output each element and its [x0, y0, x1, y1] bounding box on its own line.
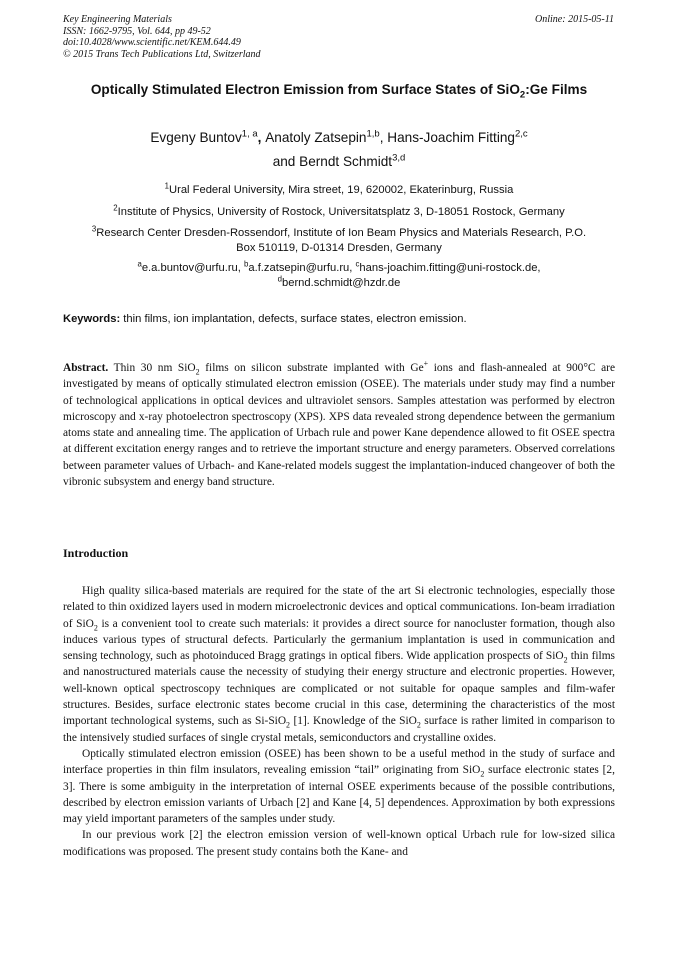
keywords-text: thin films, ion implantation, defects, surface states, electron emission.: [120, 313, 467, 325]
affiliation-3: $^3$Research Center Dresden-Rossendorf, Institute of Ion Beam Physics and Materials Research, P.O. Box 510119, D-01314 Dresden, Germany: [91, 224, 587, 254]
paragraph: High quality silica-based materials are required for the state of the art Si electronic technologies, especially those related to thin oxidized layers used in modern microelectronic devices and optical communications. Ion-beam irradiation of SiO$_2$ is a convenient tool to create such materials: it provides a direct source for nanocluster formation, though also induces various types of structural defects. Particularly the germanium implantation is used in communication and sensing technology, such as photoinduced Bragg gratings in optical fibers. Wide application prospects of SiO$_2$ thin films and nanostructured materials cause the necessity of studying their energy structure and electronic properties. However, well-known optical spectroscopy techniques are complicated or not suitable for opaque samples and film-wafer structures. Besides, surface electronic states become crucial in this case, determining the characteristics of the most important technological systems, such as Si-SiO$_2$ [1]. Knowledge of the SiO$_2$ surface is rather limited in comparison to the intensively studied surfaces of single crystal metals, semiconductors and crystalline oxides.: [63, 585, 616, 744]
introduction-body: [63, 583, 615, 860]
journal-name: Key Engineering Materials: [63, 14, 172, 25]
author-name: Anatoly Zatsepin: [265, 130, 367, 145]
online-date: Online: 2015-05-11: [535, 14, 614, 25]
issn-line: ISSN: 1662-9795, Vol. 644, pp 49-52: [63, 25, 211, 37]
paragraph: Optically stimulated electron emission (OSEE) has been shown to be a useful method in the study of surface and interface properties in thin film insulators, revealing emission “tail” originating from SiO$_2$ surface electronic states [2, 3]. There is some ambiguity in the interpretation of internal OSEE experiments because of the possible contributions, described by electron emission variants of Urbach [2] and Kane [4, 5] dependences. Approximation by both expressions may yield important parameters of the samples under study.: [63, 747, 615, 826]
journal-header: [63, 14, 261, 60]
affiliation-2: $^2$Institute of Physics, University of Rostock, Universitatsplatz 3, D-18051 Rostock, Germany: [113, 203, 565, 218]
doi-line: doi:10.4028/www.scientific.net/KEM.644.49: [63, 37, 241, 48]
abstract-label: Abstract.: [63, 362, 109, 374]
author-line-1: Evgeny Buntov$^{1, a}$, Anatoly Zatsepin$^{1,b}$, Hans-Joachim Fitting$^{2,c}$: [150, 128, 528, 145]
copyright-line: © 2015 Trans Tech Publications Ltd, Switzerland: [63, 48, 261, 60]
email-link[interactable]: bernd.schmidt@hzdr.de: [282, 277, 401, 289]
email-link[interactable]: a.f.zatsepin@urfu.ru,: [248, 262, 356, 274]
section-heading: Introduction: [63, 546, 129, 560]
affiliation-1: $^1$Ural Federal University, Mira street, 19, 620002, Ekaterinburg, Russia: [164, 181, 514, 196]
abstract: Abstract. Thin 30 nm SiO$_2$ films on silicon substrate implanted with Ge+ ions and flash-annealed at 900°C are investigated by means of optically stimulated electron emission (OSEE). The materials under study may find a number of technological applications in optical devices and ultraviolet sensors. Samples attestation was performed by electron microscopy and x-ray photoelectron spectroscopy (XPS). XPS data revealed strong dependence between the germanium atoms state and annealing time. The application of Urbach rule and power Kane dependence allowed to fit OSEE spectra at different excitation energy ranges and to retrieve the important structure and energy parameters. Observed correlations between parameter values of Urbach- and Kane-related models suggest the implantation-induced changeover of both the vibronic subsystem and energy band structure.: [63, 359, 616, 489]
paragraph: In our previous work [2] the electron emission version of well-known optical Urbach rule for low-sized silica modifications was proposed. The present study contains both the Kane- and: [63, 829, 615, 858]
keywords-label: Keywords:: [63, 313, 121, 325]
author-name: Hans-Joachim Fitting: [387, 130, 515, 145]
author-list: [63, 126, 615, 174]
author-line-2: and Berndt Schmidt$^{3,d}$: [272, 152, 406, 169]
email-link[interactable]: e.a.buntov@urfu.ru,: [141, 262, 244, 274]
keywords: [63, 312, 615, 327]
author-name: Evgeny Buntov: [150, 130, 242, 145]
email-link[interactable]: hans-joachim.fitting@uni-rostock.de,: [359, 262, 541, 274]
paper-title: Optically Stimulated Electron Emission from Surface States of SiO$_2$:Ge Films: [90, 82, 588, 101]
author-name: and Berndt Schmidt: [272, 154, 393, 169]
email-list: $^a$e.a.buntov@urfu.ru, $^b$a.f.zatsepin@urfu.ru, $^c$hans-joachim.fitting@uni-rostock.de, $^d$bernd.schmidt@hzdr.de: [137, 259, 541, 289]
